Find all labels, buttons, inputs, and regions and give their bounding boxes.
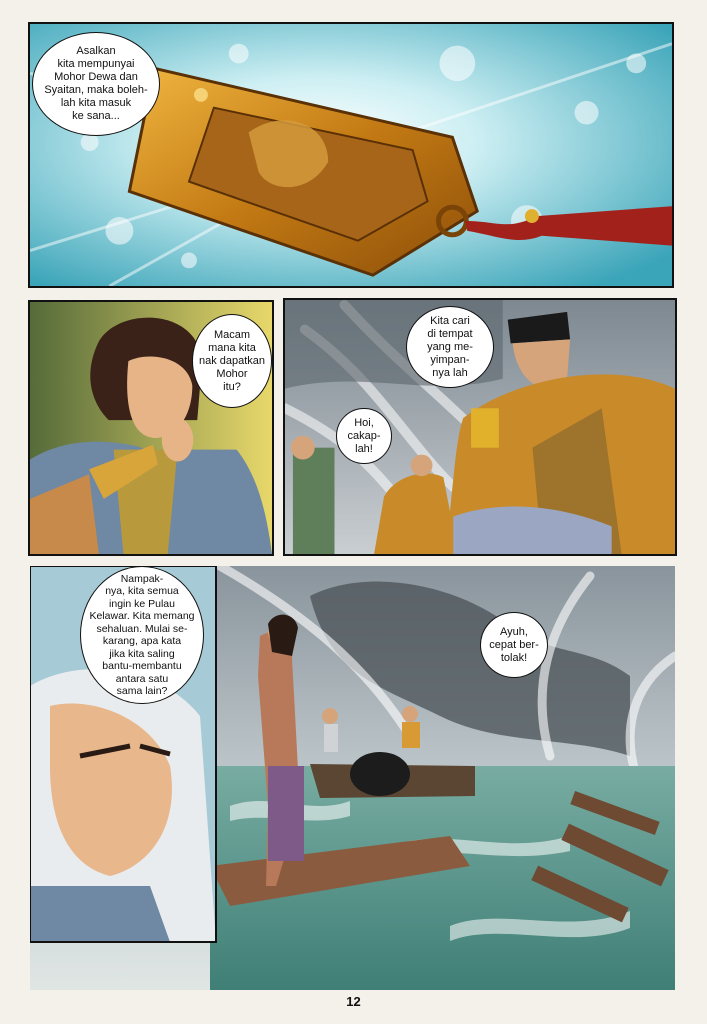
page-number: 12	[346, 994, 361, 1009]
speech-bubble-set-sail: Ayuh, cepat ber- tolak!	[480, 612, 548, 678]
panel-sea-voyage	[30, 566, 675, 990]
panel-monk-companions	[283, 298, 677, 556]
speech-bubble-hoi: Hoi, cakap- lah!	[336, 408, 392, 464]
panel-thinking-hero	[28, 300, 274, 556]
speech-bubble-hero-question: Macam mana kita nak dapatkan Mohor itu?	[192, 314, 272, 408]
speech-bubble-alliance: Nampak- nya, kita semua ingin ke Pulau Kelawar. Kita memang sehaluan. Mulai se- karang, apa kata jika kita saling bantu-membantu antara satu sama lain?	[80, 566, 204, 704]
speech-bubble-seal: Asalkan kita mempunyai Mohor Dewa dan Syaitan, maka boleh- lah kita masuk ke sana...	[32, 32, 160, 136]
speech-bubble-monk-reply: Kita cari di tempat yang me- yimpan- nya lah	[406, 306, 494, 388]
panel-seal	[28, 22, 674, 288]
